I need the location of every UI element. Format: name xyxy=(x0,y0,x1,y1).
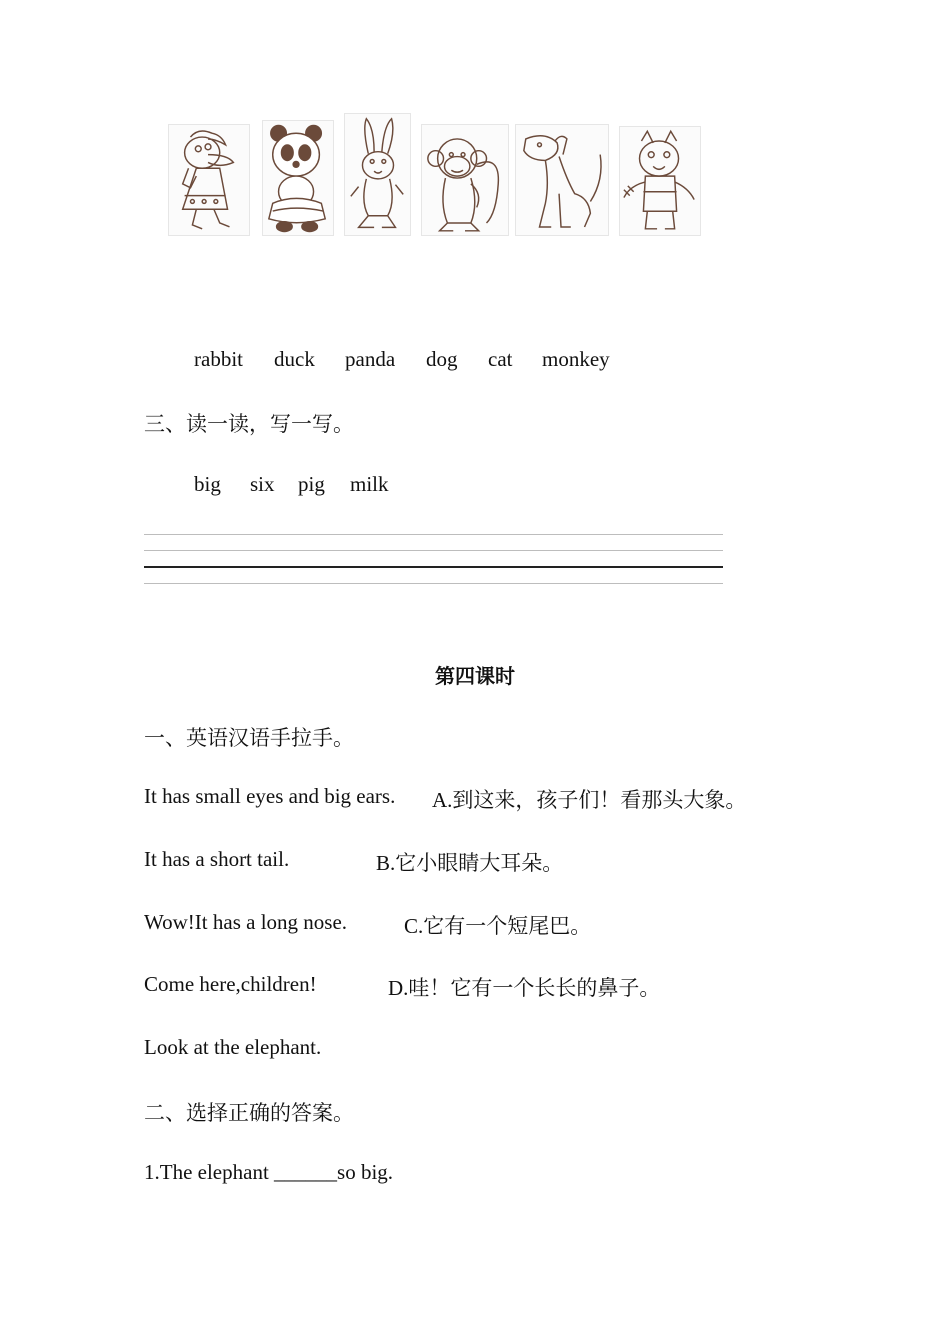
word-item: big xyxy=(194,472,221,496)
word-item: rabbit xyxy=(194,347,243,371)
section-heading: 一、英语汉语手拉手。 xyxy=(144,726,354,750)
word-item: pig xyxy=(298,472,325,496)
match-row xyxy=(144,847,564,875)
duck-picture xyxy=(168,124,250,236)
word-item: milk xyxy=(350,472,389,496)
word-item: duck xyxy=(274,347,315,371)
section-heading: 三、读一读，写一写。 xyxy=(144,412,354,436)
rabbit-picture xyxy=(344,113,411,236)
question-1: 1.The elephant ______so big. xyxy=(144,1160,394,1184)
chinese-option: 哇！它有一个长长的鼻子。 xyxy=(408,976,661,1000)
english-sentence: It has a short tail. xyxy=(144,847,290,871)
english-sentence: Look at the elephant. xyxy=(144,1035,322,1059)
writing-line xyxy=(144,583,723,584)
word-item: cat xyxy=(488,347,513,371)
writing-line xyxy=(144,566,723,568)
match-row xyxy=(144,784,747,812)
cat-icon xyxy=(620,127,700,235)
rabbit-icon xyxy=(345,114,410,235)
match-row xyxy=(144,910,592,938)
chinese-option: 它小眼睛大耳朵。 xyxy=(395,851,564,875)
duck-icon xyxy=(169,125,249,235)
match-row xyxy=(144,972,661,1000)
panda-picture xyxy=(262,120,334,236)
lesson-title: 第四课时 xyxy=(435,664,515,688)
english-sentence: Wow!It has a long nose. xyxy=(144,910,348,934)
english-sentence: It has small eyes and big ears. xyxy=(144,784,396,808)
word-item: six xyxy=(250,472,275,496)
option-letter: D. xyxy=(388,976,409,1000)
section-heading: 二、选择正确的答案。 xyxy=(144,1101,354,1125)
dog-picture xyxy=(515,124,609,236)
writing-line xyxy=(144,550,723,551)
monkey-picture xyxy=(421,124,509,236)
word-item: dog xyxy=(426,347,458,371)
word-item: panda xyxy=(345,347,396,371)
option-letter: C. xyxy=(404,914,424,938)
dog-icon xyxy=(516,125,608,235)
english-sentence: Come here,children! xyxy=(144,972,317,996)
writing-line xyxy=(144,534,723,535)
option-letter: A. xyxy=(432,788,453,812)
option-letter: B. xyxy=(376,851,396,875)
word-item: monkey xyxy=(542,347,610,371)
cat-picture xyxy=(619,126,701,236)
monkey-icon xyxy=(422,125,508,235)
chinese-option: 到这来，孩子们！看那头大象。 xyxy=(452,788,747,812)
panda-icon xyxy=(263,121,333,235)
chinese-option: 它有一个短尾巴。 xyxy=(423,914,592,938)
